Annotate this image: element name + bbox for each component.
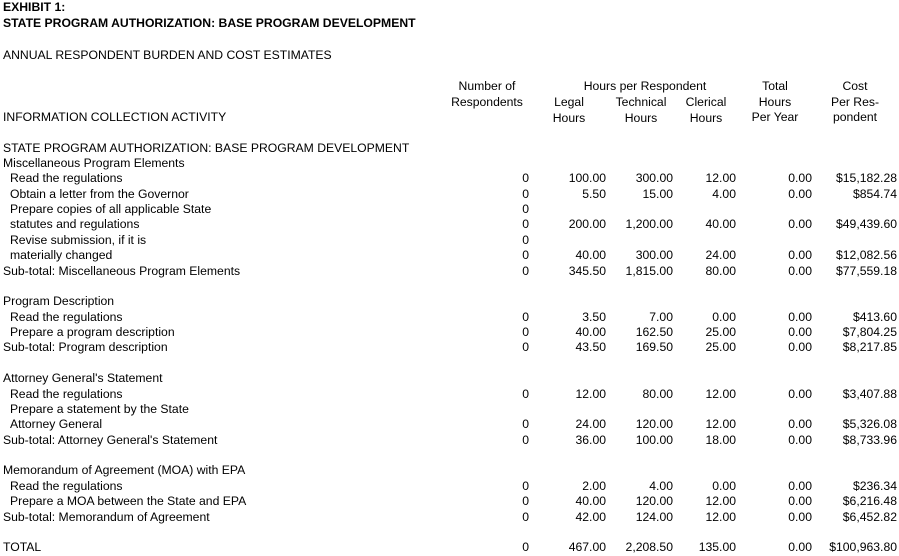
technical-hours-cell: 300.00	[635, 248, 673, 262]
legal-hours-cell: 100.00	[568, 171, 606, 185]
header-legal-line2: Hours	[552, 110, 586, 125]
legal-hours-cell: 2.00	[582, 479, 606, 493]
respondents-cell: 0	[522, 310, 529, 324]
total-hours-cell: 0.00	[788, 417, 812, 431]
row-label: statutes and regulations	[10, 217, 140, 231]
legal-hours-cell: 3.50	[582, 310, 606, 324]
row-label: Sub-total: Miscellaneous Program Elements	[3, 264, 241, 278]
row-label: Prepare a program description	[10, 325, 175, 339]
header-respondents-line2: Respondents	[451, 94, 523, 109]
total-hours-cell: 0.00	[788, 340, 812, 354]
row-label: materially changed	[10, 248, 113, 262]
clerical-hours-cell: 0.00	[712, 479, 736, 493]
header-total-hours	[740, 79, 810, 126]
cost-cell: $6,452.82	[842, 510, 897, 524]
clerical-hours-cell: 12.00	[705, 387, 736, 401]
header-technical-line2: Hours	[624, 110, 658, 125]
header-respondents	[437, 79, 537, 110]
legal-hours-cell: 467.00	[568, 540, 606, 554]
legal-hours-cell: 200.00	[568, 217, 606, 231]
row-label: Read the regulations	[10, 310, 123, 324]
technical-hours-cell: 1,815.00	[625, 264, 673, 278]
header-clerical	[676, 95, 736, 126]
header-clerical-line2: Hours	[689, 110, 723, 125]
clerical-hours-cell: 12.00	[705, 510, 736, 524]
legal-hours-cell: 40.00	[575, 325, 606, 339]
cost-cell: $7,804.25	[842, 325, 897, 339]
header-legal-line1: Legal	[554, 95, 584, 109]
clerical-hours-cell: 135.00	[698, 540, 736, 554]
technical-hours-cell: 120.00	[635, 417, 673, 431]
technical-hours-cell: 4.00	[649, 479, 673, 493]
row-label: Attorney General	[10, 417, 103, 431]
respondents-cell: 0	[522, 325, 529, 339]
clerical-hours-cell: 12.00	[705, 494, 736, 508]
clerical-hours-cell: 0.00	[712, 310, 736, 324]
row-label: Obtain a letter from the Governor	[10, 187, 189, 201]
respondents-cell: 0	[522, 202, 529, 216]
row-label: Attorney General's Statement	[3, 371, 163, 385]
cost-cell: $8,733.96	[842, 433, 897, 447]
legal-hours-cell: 40.00	[575, 494, 606, 508]
header-cost	[815, 79, 895, 126]
header-total-hours-line1: Total	[762, 79, 788, 93]
row-label: Read the regulations	[10, 171, 123, 185]
respondents-cell: 0	[522, 540, 529, 554]
total-hours-cell: 0.00	[788, 325, 812, 339]
clerical-hours-cell: 24.00	[705, 248, 736, 262]
header-activity: INFORMATION COLLECTION ACTIVITY	[3, 110, 227, 124]
technical-hours-cell: 124.00	[635, 510, 673, 524]
row-label: Sub-total: Memorandum of Agreement	[3, 510, 210, 524]
row-label: Read the regulations	[10, 387, 123, 401]
legal-hours-cell: 43.50	[575, 340, 606, 354]
respondents-cell: 0	[522, 494, 529, 508]
header-hours-group: Hours per Respondent	[583, 79, 707, 93]
total-hours-cell: 0.00	[788, 433, 812, 447]
total-hours-cell: 0.00	[788, 540, 812, 554]
clerical-hours-cell: 40.00	[705, 217, 736, 231]
total-hours-cell: 0.00	[788, 479, 812, 493]
total-hours-cell: 0.00	[788, 310, 812, 324]
legal-hours-cell: 5.50	[582, 187, 606, 201]
respondents-cell: 0	[522, 417, 529, 431]
technical-hours-cell: 162.50	[635, 325, 673, 339]
total-hours-cell: 0.00	[788, 171, 812, 185]
technical-hours-cell: 15.00	[642, 187, 673, 201]
cost-cell: $49,439.60	[836, 217, 897, 231]
cost-cell: $15,182.28	[836, 171, 897, 185]
total-hours-cell: 0.00	[788, 264, 812, 278]
exhibit-label: EXHIBIT 1:	[3, 0, 66, 14]
legal-hours-cell: 42.00	[575, 510, 606, 524]
row-label: Prepare a statement by the State	[10, 402, 189, 416]
clerical-hours-cell: 25.00	[705, 340, 736, 354]
cost-cell: $854.74	[852, 187, 897, 201]
clerical-hours-cell: 80.00	[705, 264, 736, 278]
legal-hours-cell: 36.00	[575, 433, 606, 447]
cost-cell: $5,326.08	[842, 417, 897, 431]
legal-hours-cell: 24.00	[575, 417, 606, 431]
header-respondents-line1: Number of	[458, 79, 516, 93]
clerical-hours-cell: 12.00	[705, 417, 736, 431]
clerical-hours-cell: 12.00	[705, 171, 736, 185]
document-title: STATE PROGRAM AUTHORIZATION: BASE PROGRAM DEVELOPMENT	[3, 16, 416, 30]
total-hours-cell: 0.00	[788, 248, 812, 262]
header-technical-line1: Technical	[615, 95, 667, 109]
legal-hours-cell: 345.50	[568, 264, 606, 278]
header-clerical-line1: Clerical	[685, 95, 727, 109]
technical-hours-cell: 1,200.00	[625, 217, 673, 231]
row-label: Prepare a MOA between the State and EPA	[10, 494, 247, 508]
respondents-cell: 0	[522, 187, 529, 201]
respondents-cell: 0	[522, 248, 529, 262]
row-label: Memorandum of Agreement (MOA) with EPA	[3, 463, 246, 477]
respondents-cell: 0	[522, 387, 529, 401]
row-label: Program Description	[3, 294, 115, 308]
clerical-hours-cell: 25.00	[705, 325, 736, 339]
respondents-cell: 0	[522, 433, 529, 447]
legal-hours-cell: 40.00	[575, 248, 606, 262]
cost-cell: $6,216.48	[842, 494, 897, 508]
row-label: STATE PROGRAM AUTHORIZATION: BASE PROGRAM DEVELOPMENT	[3, 141, 410, 155]
header-technical	[606, 95, 676, 126]
respondents-cell: 0	[522, 340, 529, 354]
header-cost-line2: Per Res-	[830, 94, 880, 109]
row-label: Prepare copies of all applicable State	[10, 202, 212, 216]
cost-cell: $3,407.88	[842, 387, 897, 401]
row-label: Miscellaneous Program Elements	[3, 156, 185, 170]
cost-cell: $77,559.18	[836, 264, 897, 278]
document-subtitle: ANNUAL RESPONDENT BURDEN AND COST ESTIMATES	[3, 48, 332, 62]
cost-cell: $8,217.85	[842, 340, 897, 354]
technical-hours-cell: 80.00	[642, 387, 673, 401]
technical-hours-cell: 120.00	[635, 494, 673, 508]
header-legal	[539, 95, 599, 126]
clerical-hours-cell: 18.00	[705, 433, 736, 447]
total-hours-cell: 0.00	[788, 494, 812, 508]
cost-cell: $100,963.80	[829, 540, 897, 554]
legal-hours-cell: 12.00	[575, 387, 606, 401]
respondents-cell: 0	[522, 264, 529, 278]
cost-cell: $413.60	[852, 310, 897, 324]
respondents-cell: 0	[522, 217, 529, 231]
header-cost-line1: Cost	[842, 79, 868, 93]
clerical-hours-cell: 4.00	[712, 187, 736, 201]
total-hours-cell: 0.00	[788, 387, 812, 401]
header-total-hours-line3: Per Year	[751, 110, 799, 124]
row-label: Revise submission, if it is	[10, 233, 147, 247]
technical-hours-cell: 2,208.50	[625, 540, 673, 554]
row-label: Sub-total: Program description	[3, 340, 168, 354]
header-cost-line3: pondent	[832, 110, 878, 124]
respondents-cell: 0	[522, 479, 529, 493]
row-label: Read the regulations	[10, 479, 123, 493]
technical-hours-cell: 7.00	[649, 310, 673, 324]
cost-cell: $236.34	[852, 479, 897, 493]
total-hours-cell: 0.00	[788, 510, 812, 524]
technical-hours-cell: 100.00	[635, 433, 673, 447]
respondents-cell: 0	[522, 510, 529, 524]
header-total-hours-line2: Hours	[758, 94, 792, 109]
respondents-cell: 0	[522, 171, 529, 185]
cost-cell: $12,082.56	[836, 248, 897, 262]
row-label: Sub-total: Attorney General's Statement	[3, 433, 218, 447]
respondents-cell: 0	[522, 233, 529, 247]
technical-hours-cell: 169.50	[635, 340, 673, 354]
technical-hours-cell: 300.00	[635, 171, 673, 185]
total-hours-cell: 0.00	[788, 217, 812, 231]
row-label: TOTAL	[3, 540, 42, 554]
total-hours-cell: 0.00	[788, 187, 812, 201]
